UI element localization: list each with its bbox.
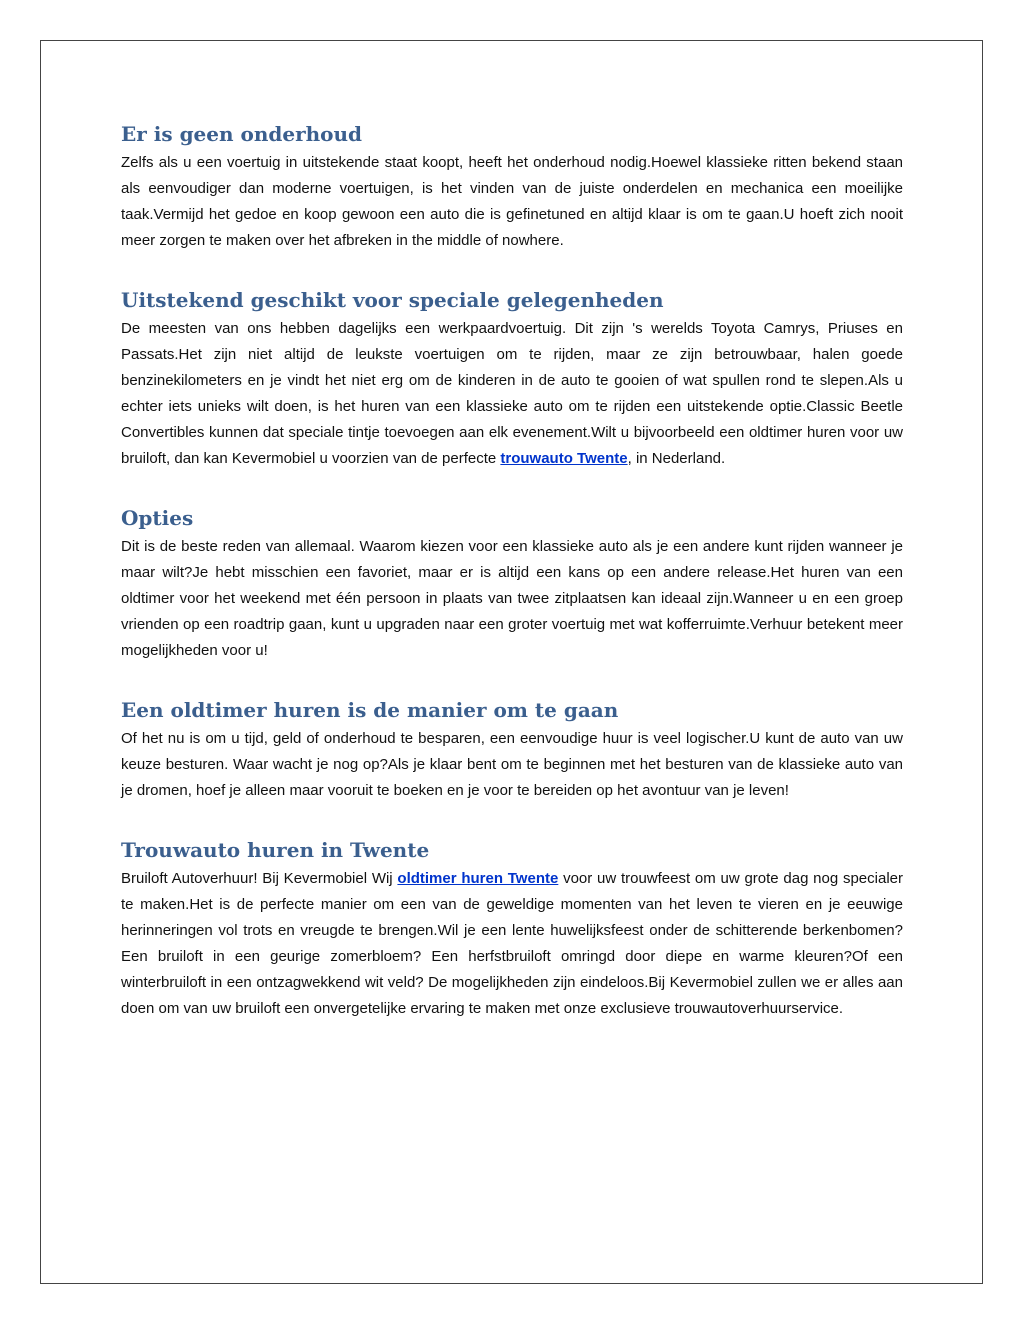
section-heading: Trouwauto huren in Twente — [121, 838, 430, 862]
section-paragraph: Zelfs als u een voertuig in uitstekende staat koopt, heeft het onderhoud nodig.Hoewel klassieke ritten bekend staan als eenvoudiger dan moderne voertuigen, is het vinden van de juiste onderdelen en mechanica een moeilijke taak.Vermijd het gedoe en koop gewoon een auto die is gefinetuned en altijd klaar is om te gaan.U hoeft zich nooit meer zorgen te maken over het afbreken in the middle of nowhere. — [121, 154, 903, 249]
section-heading: Opties — [121, 506, 194, 530]
section-oldtimer-huren — [121, 694, 903, 804]
section-paragraph — [121, 316, 903, 472]
oldtimer-huren-twente-link[interactable]: oldtimer huren Twente — [397, 870, 559, 887]
section-paragraph: Dit is de beste reden van allemaal. Waarom kiezen voor een klassieke auto als je een andere kunt rijden wanneer je maar wilt?Je hebt misschien een favoriet, maar er is altijd een kans op een andere release.Het huren van een oldtimer voor het weekend met één persoon in plaats van twee zitplaatsen kan ideaal zijn.Wanneer u en een groep vrienden op een roadtrip gaan, kunt u upgraden naar een groter voertuig met wat kofferruimte.Verhuur betekent meer mogelijkheden voor u! — [121, 538, 903, 659]
section-paragraph: Of het nu is om u tijd, geld of onderhoud te besparen, een eenvoudige huur is veel logischer.U kunt de auto van uw keuze besturen. Waar wacht je nog op?Als je klaar bent om te beginnen met het besturen van de klassieke auto van je dromen, hoef je alleen maar vooruit te boeken en je voor te bereiden op het avontuur van je leven! — [121, 730, 903, 799]
section-opties — [121, 502, 903, 664]
document-content — [121, 118, 903, 1022]
paragraph-text-before-link: Bruiloft Autoverhuur! Bij Kevermobiel Wij — [121, 870, 398, 887]
trouwauto-twente-link[interactable]: trouwauto Twente — [500, 450, 628, 467]
section-paragraph — [121, 866, 903, 1022]
section-heading: Uitstekend geschikt voor speciale gelegenheden — [121, 288, 664, 312]
section-onderhoud — [121, 118, 903, 254]
section-speciale-gelegenheden — [121, 284, 903, 472]
section-trouwauto-twente — [121, 834, 903, 1022]
paragraph-text-before-link: De meesten van ons hebben dagelijks een werkpaardvoertuig. Dit zijn 's werelds Toyota Camrys, Priuses en Passats.Het zijn niet altijd de leukste voertuigen om te rijden, maar ze zijn betrouwbaar, halen goede benzinekilometers en je vindt het niet erg om de kinderen in de auto te gooien of wat spullen rond te slepen.Als u echter iets unieks wilt doen, is het huren van een klassieke auto om te rijden een uitstekende optie.Classic Beetle Convertibles kunnen dat speciale tintje toevoegen aan elk evenement.Wilt u bijvoorbeeld een oldtimer huren voor uw bruiloft, dan kan Kevermobiel u voorzien van de perfecte — [121, 320, 903, 467]
section-heading: Er is geen onderhoud — [121, 122, 363, 146]
section-heading: Een oldtimer huren is de manier om te gaan — [121, 698, 619, 722]
paragraph-text-after-link: voor uw trouwfeest om uw grote dag nog specialer te maken.Het is de perfecte manier om een van de geweldige momenten van het leven te vieren en je eeuwige herinneringen vol trots en vreugde te brengen.Wil je een lente huwelijksfeest onder de schitterende berkenbomen?Een bruiloft in een geurige zomerbloem? Een herfstbruiloft omringd door diepe en warme kleuren?Of een winterbruiloft in een ontzagwekkend wit veld? De mogelijkheden zijn eindeloos.Bij Kevermobiel zullen we er alles aan doen om van uw bruiloft een onvergetelijke ervaring te maken met onze exclusieve trouwautoverhuurservice. — [121, 870, 903, 1017]
paragraph-text-after-link: , in Nederland. — [627, 450, 726, 467]
